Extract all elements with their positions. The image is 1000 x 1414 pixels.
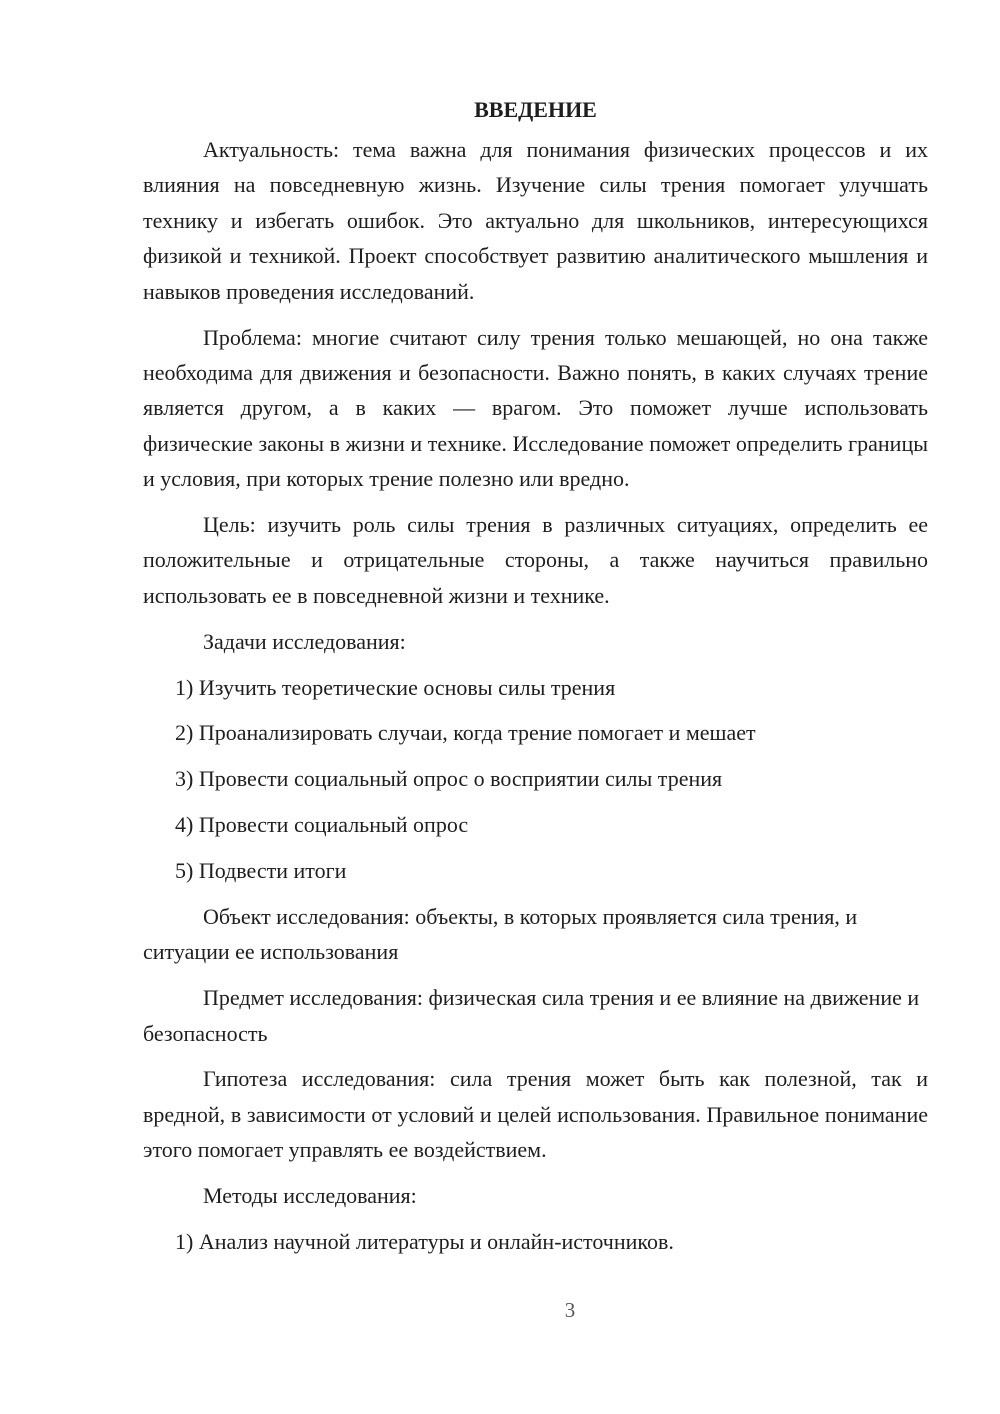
goal-paragraph: Цель: изучить роль силы трения в различных ситуациях, определить ее положительные и отрицательные стороны, а также научиться правильно использовать ее в повседневной жизни и технике. <box>143 512 928 608</box>
section-title: ВВЕДЕНИЕ <box>474 97 597 122</box>
methods-heading: Методы исследования: <box>203 1183 417 1209</box>
page-content <box>143 92 928 1270</box>
subject-paragraph: Предмет исследования: физическая сила трения и ее влияние на движение и безопасность <box>143 985 920 1046</box>
problem-paragraph: Проблема: многие считают силу трения только мешающей, но она также необходима для движения и безопасности. Важно понять, в каких случаях трение является другом, а в каких — врагом. Это поможет лучше использовать физические законы в жизни и технике. Исследование поможет определить границы и условия, при которых трение полезно или вредно. <box>143 324 928 492</box>
hypothesis-paragraph: Гипотеза исследования: сила трения может быть как полезной, так и вредной, в зависимости от условий и целей использования. Правильное понимание этого помогает управлять ее воздействием. <box>143 1066 928 1163</box>
method-item: 1) Анализ научной литературы и онлайн-источников. <box>175 1229 674 1255</box>
task-item: 1) Изучить теоретические основы силы трения <box>175 674 616 700</box>
relevance-paragraph: Актуальность: тема важна для понимания физических процессов и их влияния на повседневную жизнь. Изучение силы трения помогает улучшать технику и избегать ошибок. Это актуально для школьников, интересующихся физикой и техникой. Проект способствует развитию аналитического мышления и навыков проведения исследований. <box>143 137 928 304</box>
task-item: 2) Проанализировать случаи, когда трение помогает и мешает <box>175 720 756 746</box>
object-paragraph: Объект исследования: объекты, в которых проявляется сила трения, и ситуации ее использования <box>143 903 858 965</box>
tasks-list <box>143 670 928 889</box>
task-item: 4) Провести социальный опрос <box>175 812 469 838</box>
task-item: 5) Подвести итоги <box>175 857 347 883</box>
tasks-heading: Задачи исследования: <box>203 628 406 654</box>
page-number: 3 <box>564 1298 576 1322</box>
task-item: 3) Провести социальный опрос о восприятии силы трения <box>175 766 723 792</box>
methods-list <box>143 1224 928 1259</box>
